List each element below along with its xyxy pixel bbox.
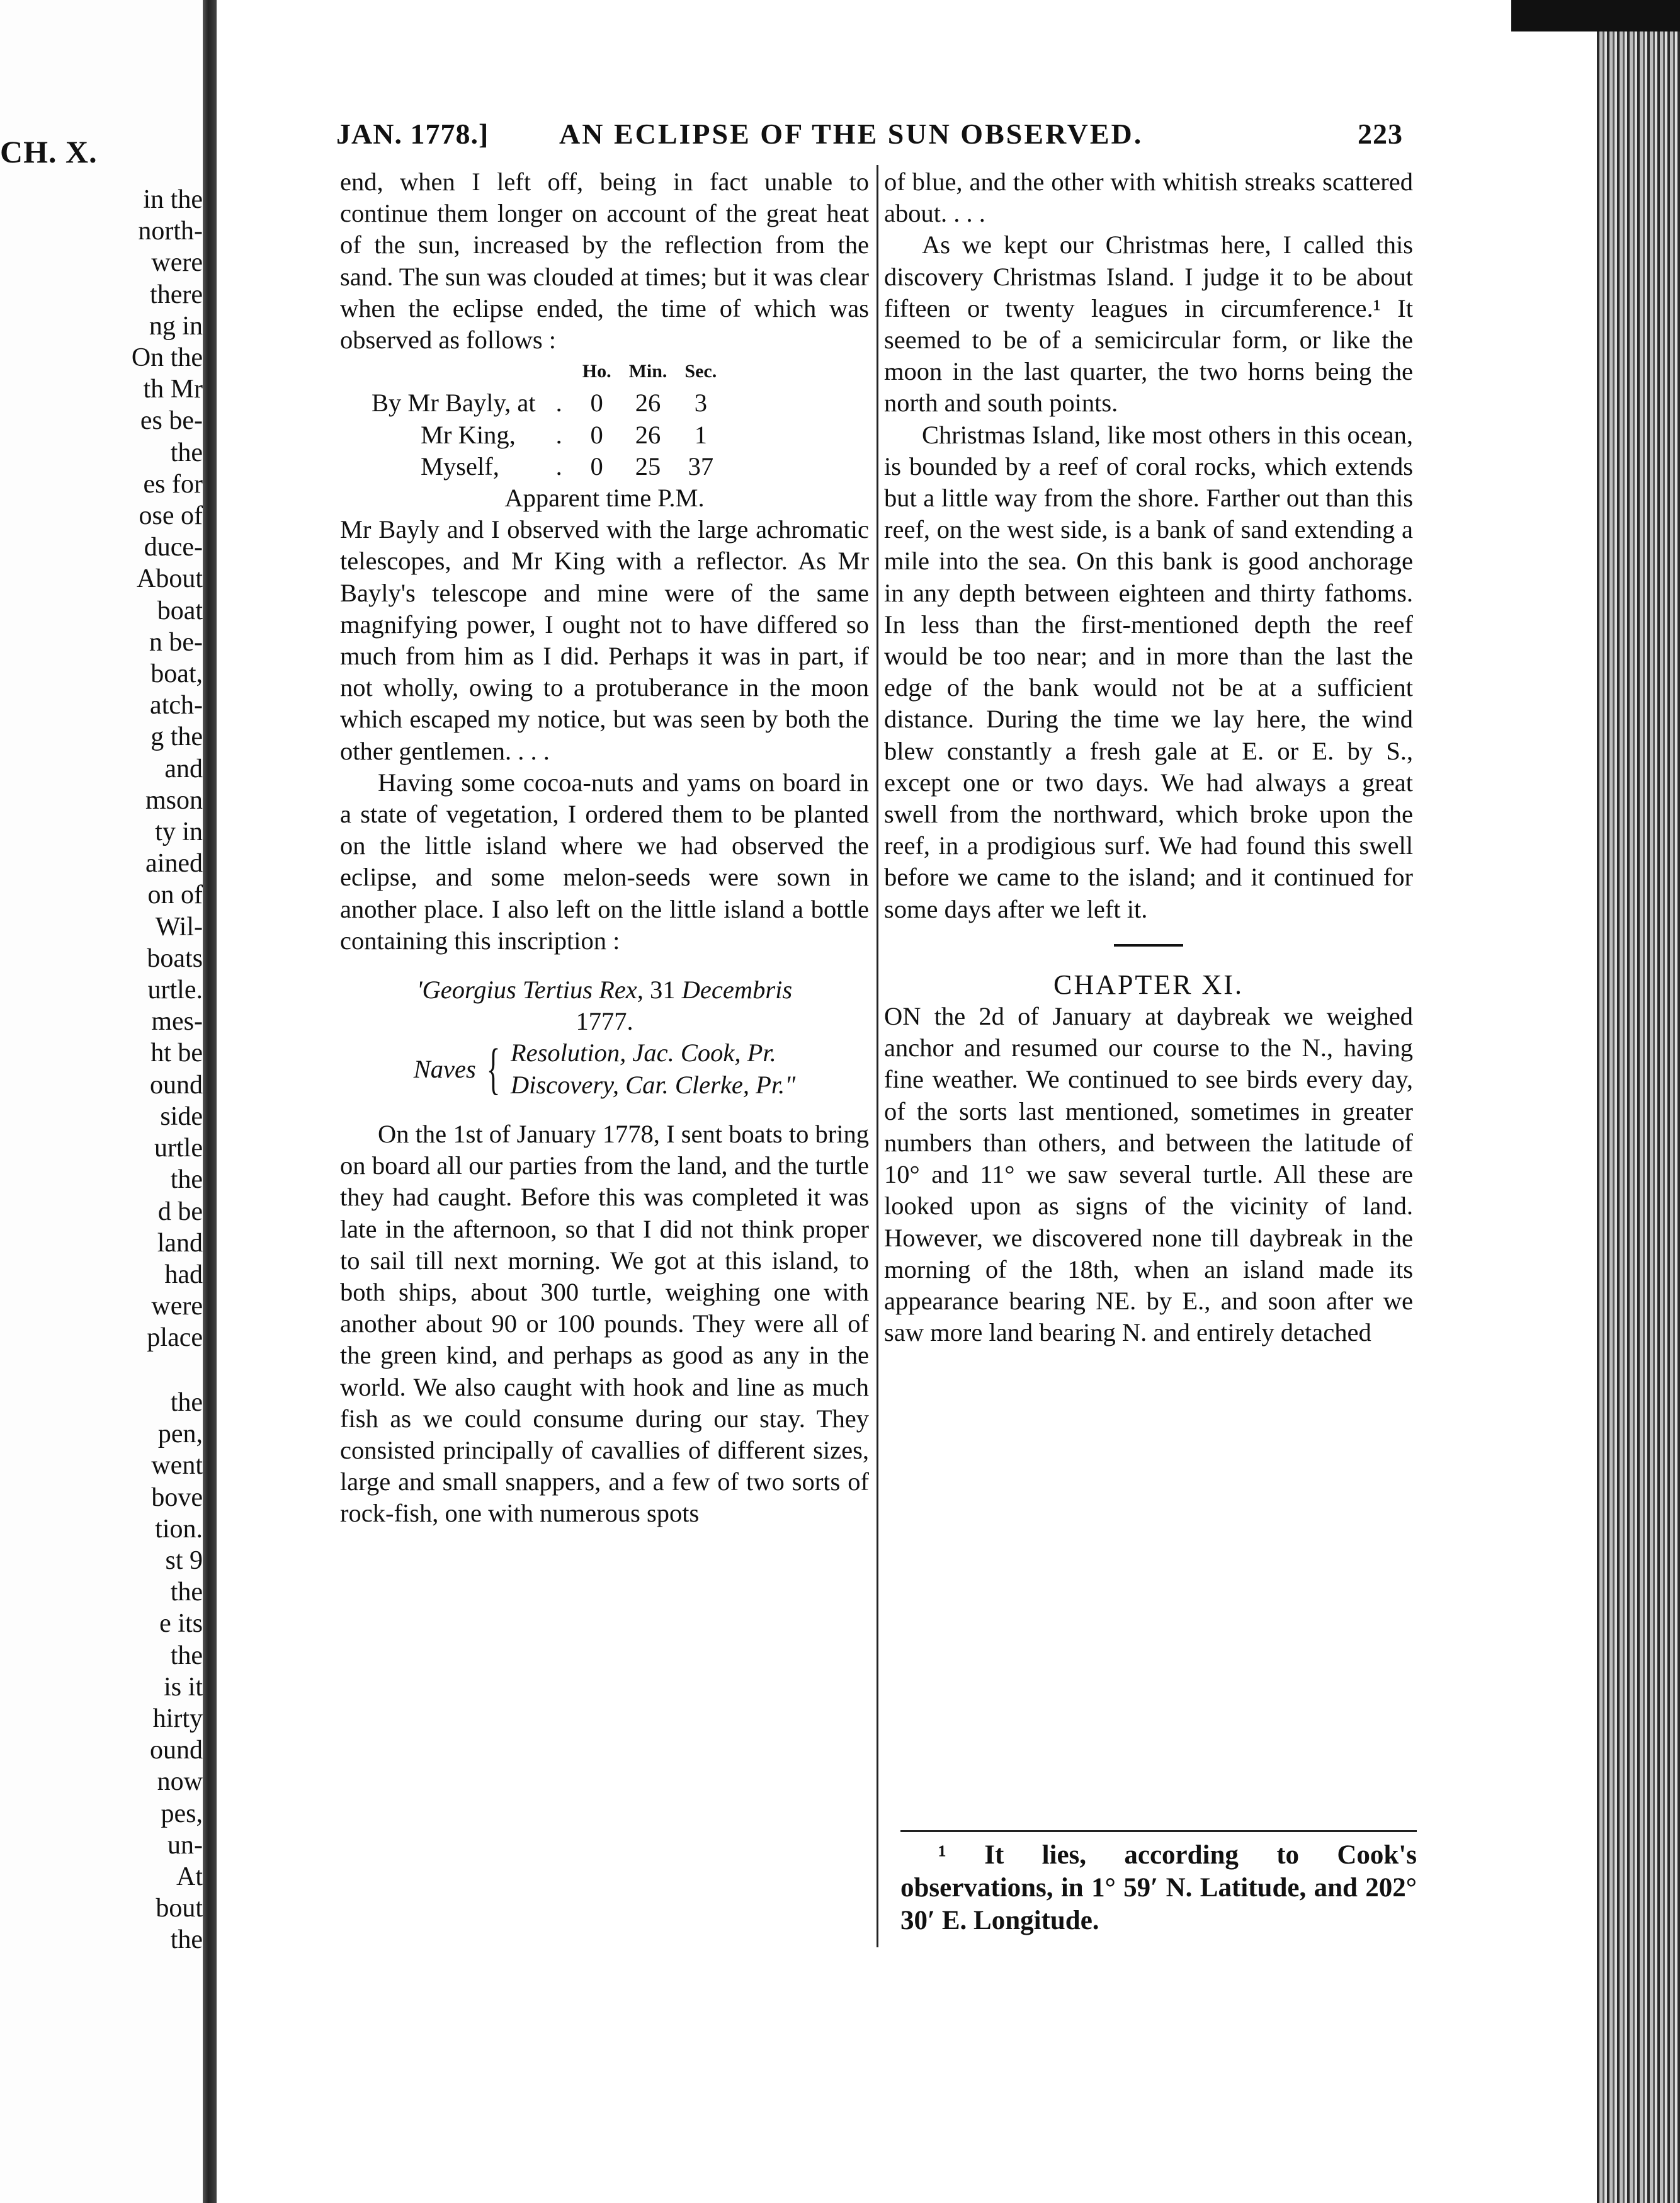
facing-page-line: north- [138,217,203,246]
inscription-line-1: 'Georgius Tertius Rex, 31 Decembris [416,976,793,1005]
facing-page-line: hirty [152,1704,203,1734]
minutes: 26 [635,389,661,418]
observer: Mr King, [421,420,516,449]
facing-page-line: th Mr [143,375,203,404]
facing-page-line: ng in [149,311,203,341]
minutes: 25 [635,452,661,481]
facing-page-line: mson [145,785,203,815]
facing-page-line: the [170,438,203,467]
paragraph-fish: of blue, and the other with whitish streaks scattered about. . . . [884,168,1413,228]
facing-page-line: side [160,1102,203,1131]
facing-page-line: the [170,1641,203,1670]
facing-page-line: n be- [149,627,203,657]
table-row: By Mr Bayly, at . 0 26 3 [372,387,725,419]
scan-shadow [1511,0,1680,31]
header-seconds: Sec. [684,361,717,382]
facing-page-line: atch- [150,691,203,720]
observer: Myself, [421,452,499,481]
minutes: 26 [635,420,661,449]
facing-page-line: the [170,1925,203,1955]
page-number: 223 [1358,118,1403,150]
facing-page-line: went [151,1451,203,1481]
facing-page-line: urtle [154,1134,203,1163]
facing-page-line: duce- [144,533,203,562]
facing-page-line: boat, [150,659,203,689]
paragraph-chapter-opening: ON the 2d of January at daybreak we weighed anchor and resumed our course to the N., having fine weather. We continued to see birds every day, of the sorts last mentioned, sometimes in greater numbers than others, and between the latitude of 10° and 11° we saw several turtle. All these are looked upon as signs of the vicinity of land. However, we discovered none till daybreak in the morning of the 18th, when an island made its appearance bearing NE. by E., and soon after we saw more land bearing N. and entirely detached [884,1002,1414,1347]
seconds: 3 [694,389,707,418]
facing-page-line: place [147,1323,203,1353]
facing-page-line: is it [164,1672,203,1702]
facing-page-line: un- [167,1830,203,1860]
facing-page-line: on of [147,880,203,910]
hours: 0 [590,389,603,418]
facing-page-line: ained [145,849,203,879]
facing-page-line: e its [159,1609,203,1639]
facing-page-line: boats [147,943,203,973]
brace-icon: { [486,1037,501,1100]
facing-page-line: there [150,280,203,309]
observer: By Mr Bayly, at [372,389,536,418]
footnote-rule [900,1830,1417,1832]
left-column [340,166,869,1530]
footnote [900,1839,1417,1937]
facing-page-line: the [170,1578,203,1607]
inscription-ships [340,1037,869,1100]
facing-page-line: es for [143,469,203,499]
facing-page-line: bove [151,1483,203,1512]
facing-page-text-top [132,184,203,1354]
facing-page-line: ound [150,1070,203,1100]
table-header-row [372,356,725,387]
facing-page-line: urtle. [147,976,203,1005]
seconds: 1 [694,420,707,449]
paragraph-telescopes: Mr Bayly and I observed with the large achromatic telescopes, and Mr King with a reflector. As Mr Bayly's telescope and mine were of the same magnifying power, I ought not to have differed so much from him as I did. Perhaps it was in part, if not wholly, owing to a protuberance in the moon which escaped my notice, but was seen by both the other gentlemen. . . . [340,515,869,765]
facing-page-line: st 9 [165,1546,203,1576]
seconds: 37 [688,452,714,481]
inscription-year: 1777. [576,1007,633,1036]
facing-page-line: bout [156,1894,203,1923]
facing-page-heading: CH. X. [0,134,98,169]
facing-page-line: mes- [151,1007,203,1037]
running-head-title: AN ECLIPSE OF THE SUN OBSERVED. [559,118,1144,150]
table-row: Mr King, . 0 26 1 [372,419,725,451]
facing-page-line: boat [157,596,203,625]
facing-page-line: ound [150,1736,203,1765]
facing-page-line: had [164,1260,203,1289]
facing-page-line: were [151,1292,203,1321]
hours: 0 [590,420,603,449]
paragraph-planting: Having some cocoa-nuts and yams on board in a state of vegetation, I ordered them to be planted on the little island where we had observed the eclipse, and some melon-seeds were sown in another place. I also left on the little island a bottle containing this inscription : [340,768,869,955]
facing-page-line: land [157,1228,203,1258]
facing-page-line: were [151,248,203,278]
facing-page-fragment [0,0,208,2203]
facing-page-line: ht be [150,1039,203,1068]
facing-page-line: ty in [155,817,203,847]
facing-page-line: es be- [140,406,203,436]
facing-page-line: the [170,1165,203,1195]
facing-page-line: the [170,1388,203,1417]
paragraph-reef: Christmas Island, like most others in this ocean, is bounded by a reef of coral rocks, which extends but a little way from the shore. Farther out than this reef, on the west side, is a bank of sand extending a mile into the sea. On this bank is good anchorage in any depth between eighteen and thirty fathoms. In less than the first-mentioned depth the reef would be too near; and in more than the last the edge of the bank would not be at a sufficient distance. During the time we lay here, the wind blew constantly a fresh gale at E. or E. by S., except one or two days. We had always a great swell from the northward, which broke upon the reef, in a prodigious surf. We had found this swell before we came to the island; and it continued for some days after we left it. [884,420,1413,923]
hours: 0 [590,452,603,481]
facing-page-line: ose of [139,501,203,531]
facing-page-line: At [176,1862,203,1892]
book-gutter [203,0,217,2203]
paragraph-christmas-island: As we kept our Christmas here, I called this discovery Christmas Island. I judge it to be about fifteen or twenty leagues in circumference.¹ It seemed to be of a semicircular form, or like the moon in the last quarter, the two horns being the north and south points. [884,231,1413,418]
right-column [884,166,1413,1348]
ship-discovery: Discovery, Car. Clerke, Pr." [510,1070,796,1099]
facing-page-line: d be [157,1197,203,1226]
footnote-text: ¹ It lies, according to Cook's observations, in 1° 59′ N. Latitude, and 202° 30′ E. Longitude. [900,1840,1417,1935]
facing-page-line: pen, [157,1420,203,1449]
facing-page-line: pes, [161,1799,203,1828]
eclipse-times-table [372,356,725,482]
paragraph-january: On the 1st of January 1778, I sent boats to bring on board all our parties from the land, and the turtle they had caught. Before this was completed it was late in the afternoon, so that I did not think proper to sail till next morning. We got at this island, to both ships, about 300 turtle, weighing one with another about 90 or 100 pounds. They were all of the green kind, and perhaps as good as any in the world. We also caught with hook and line as much fish as we could consume during our stay. They consisted principally of cavallies of different sizes, large and small snappers, and a few of two sorts of rock-fish, one with numerous spots [340,1119,869,1528]
facing-page-line: now [157,1767,203,1797]
section-rule [1114,944,1183,947]
running-head-date: JAN. 1778.] [336,118,489,150]
naves-label: Naves [413,1054,476,1083]
apparent-time-note: Apparent time P.M. [504,484,705,513]
facing-page-line: About [137,564,203,594]
facing-page-text-bottom [150,1387,203,1956]
facing-page-line: On the [131,343,203,373]
column-divider [877,165,878,1947]
page-edges [1597,0,1680,2203]
facing-page-line: and [164,754,203,783]
paragraph-eclipse-end: end, when I left off, being in fact unable to continue them longer on account of the great heat of the sun, increased by the reflection from the sand. The sun was clouded at times; but it was clear when the eclipse ended, the time of which was observed as follows : [340,168,869,355]
chapter-heading: CHAPTER XI. [1053,969,1244,1000]
table-row: Myself, . 0 25 37 [372,451,725,482]
facing-page-line: Wil- [155,912,203,942]
facing-page-line: in the [143,185,203,214]
header-minutes: Min. [628,361,667,382]
header-hours: Ho. [582,361,611,382]
facing-page-line: tion. [155,1514,203,1544]
ship-resolution: Resolution, Jac. Cook, Pr. [510,1039,776,1067]
facing-page-line: g the [150,722,203,752]
